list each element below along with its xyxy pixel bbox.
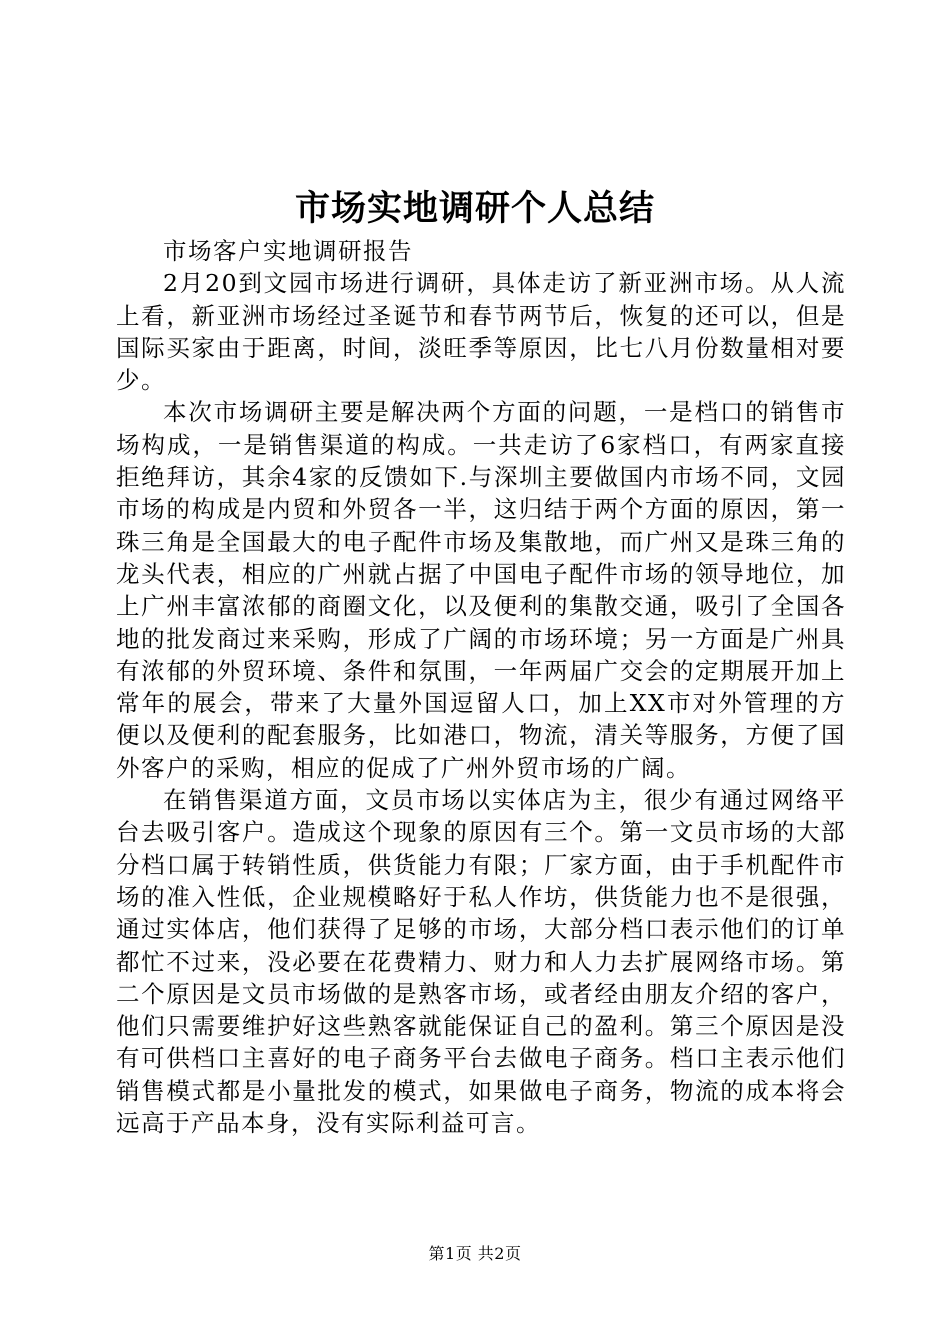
document-body: [116, 235, 846, 1139]
document-title: 市场实地调研个人总结: [294, 188, 655, 229]
paragraph-sales-channels: 在销售渠道方面，文员市场以实体店为主，很少有通过网络平台去吸引客户。造成这个现象的原因有三个。第一文员市场的大部分档口属于转销性质，供货能力有限；厂家方面，由于手机配件市场的准入性低，企业规模略好于私人作坊，供货能力也不是很强，通过实体店，他们获得了足够的市场，大部分档口表示他们的订单都忙不过来，没必要在花费精力、财力和人力去扩展网络市场。第二个原因是文员市场做的是熟客市场，或者经由朋友介绍的客户，他们只需要维护好这些熟客就能保证自己的盈利。第三个原因是没有可供档口主喜好的电子商务平台去做电子商务。档口主表示他们销售模式都是小量批发的模式，如果做电子商务，物流的成本将会远高于产品本身，没有实际利益可言。: [116, 786, 846, 1138]
paragraph-market-composition: 本次市场调研主要是解决两个方面的问题，一是档口的销售市场构成，一是销售渠道的构成。一共走访了6家档口，有两家直接拒绝拜访，其余4家的反馈如下.与深圳主要做国内市场不同，文园市场的构成是内贸和外贸各一半，这归结于两个方面的原因，第一珠三角是全国最大的电子配件市场及集散地，而广州又是珠三角的龙头代表，相应的广州就占据了中国电子配件市场的领导地位，加上广州丰富浓郁的商圈文化，以及便利的集散交通，吸引了全国各地的批发商过来采购，形成了广阔的市场环境；另一方面是广州具有浓郁的外贸环境、条件和氛围，一年两届广交会的定期展开加上常年的展会，带来了大量外国逗留人口，加上XX市对外管理的方便以及便利的配套服务，比如港口，物流，清关等服务，方便了国外客户的采购，相应的促成了广州外贸市场的广阔。: [116, 398, 846, 782]
paragraph-subtitle: 市场客户实地调研报告: [163, 237, 413, 265]
paragraph-visit-summary: 2月20到文园市场进行调研，具体走访了新亚洲市场。从人流上看，新亚洲市场经过圣诞节和春节两节后，恢复的还可以，但是国际买家由于距离，时间，淡旺季等原因，比七八月份数量相对要少。: [116, 269, 846, 395]
page-indicator: 第1页 共2页: [428, 1244, 522, 1263]
